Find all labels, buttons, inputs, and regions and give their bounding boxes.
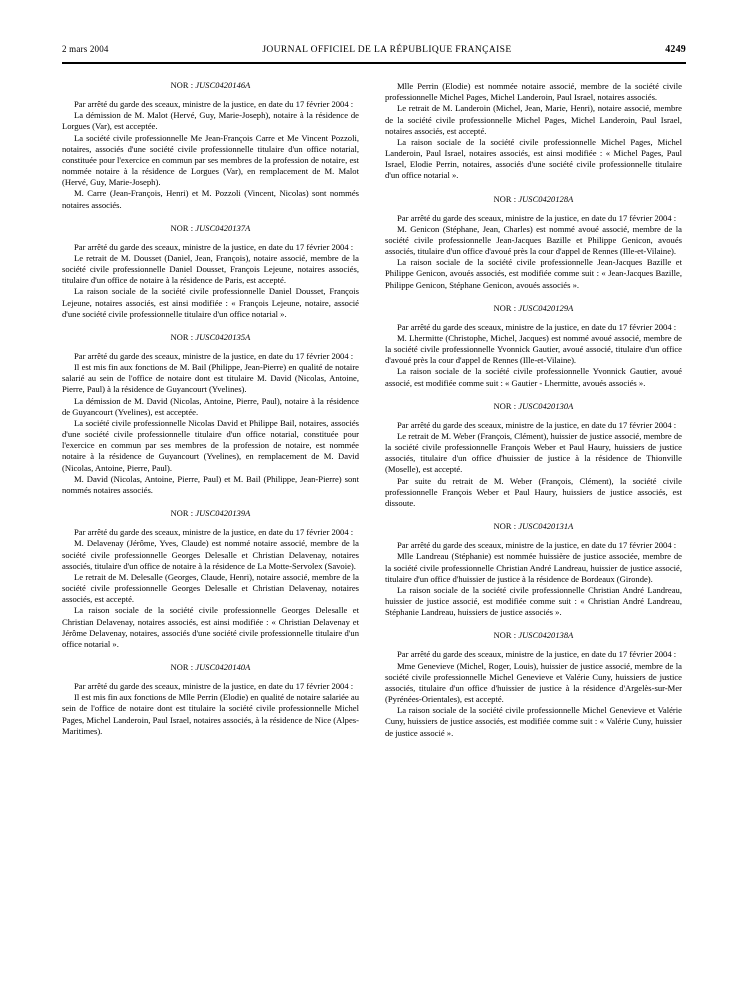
decree-paragraph: Mme Genevieve (Michel, Roger, Louis), huissier de justice associé, membre de la société civile professionnelle Michel Genevieve et Valérie Cuny, huissiers de justice associés, titulaire d'un office d'huissier de justice à la résidence d'Argelès-sur-Mer (Pyrénées-Orientales), est accepté. <box>385 660 682 705</box>
decree-paragraph: Par arrêté du garde des sceaux, ministre de la justice, en date du 17 février 2004 : <box>397 540 677 551</box>
decree-paragraph: Par arrêté du garde des sceaux, ministre de la justice, en date du 17 février 2004 : <box>74 99 354 109</box>
decree-paragraph: M. Delavenay (Jérôme, Yves, Claude) est nommé notaire associé, membre de la société civile professionnelle Georges Delesalle et Christian Delavenay, notaires associés, titulaire d'un office de notaire à la résidence de La Motte-Servolex (Savoie). <box>62 538 359 571</box>
decree-paragraph: La raison sociale de la société civile professionnelle Georges Delesalle et Christian Delavenay, notaires associés, est ainsi modifiée : « Christian Delavenay et Jérôme Delavenay, notaires, associés d'une société civile professionnelle titulaire d'un office notarial ». <box>62 605 359 649</box>
decree-paragraph: La raison sociale de la société civile professionnelle Daniel Dousset, François Lejeune, notaires associés, est ainsi modifiée : « François Lejeune, notaire, associé d'une société civile professionnelle titulaire d'un office notarial ». <box>62 286 359 319</box>
header-divider <box>62 62 686 64</box>
nor-label: NOR : <box>493 522 519 532</box>
decree-block <box>62 81 359 211</box>
decree-paragraph: Le retrait de M. Dousset (Daniel, Jean, François), notaire associé, membre de la société civile professionnelle Daniel Dousset, François Lejeune, notaires associés, titulaire d'un office de notaire à la résidence de Paris, est accepté. <box>62 252 359 286</box>
nor-reference <box>62 509 359 518</box>
decree-paragraph: M. David (Nicolas, Antoine, Pierre, Paul) et M. Bail (Philippe, Jean-Pierre) sont nommés notaires associés. <box>62 473 359 495</box>
nor-code: JUSC0420138A <box>518 631 574 641</box>
nor-code: JUSC0420129A <box>518 303 574 313</box>
decree-paragraph: La raison sociale de la société civile professionnelle Yvonnick Gautier, avoué associé, est modifiée comme suit : « Gautier - Lhermitte, avoués associés ». <box>385 366 682 388</box>
nor-label: NOR : <box>170 663 196 673</box>
nor-label: NOR : <box>493 194 519 204</box>
nor-code: JUSC0420128A <box>518 194 574 204</box>
nor-code: JUSC0420135A <box>195 332 251 342</box>
decree-paragraph: Il est mis fin aux fonctions de Mlle Perrin (Elodie) en qualité de notaire salariée au sein de l'office de notaire dont est titulaire la société civile professionnelle Michel Pages, Michel Landeroin, Paul Israel, notaires associés, à la résidence de Nice (Alpes-Maritimes). <box>62 692 359 736</box>
decree-paragraph: Par arrêté du garde des sceaux, ministre de la justice, en date du 17 février 2004 : <box>397 321 677 332</box>
decree-paragraph: Par arrêté du garde des sceaux, ministre de la justice, en date du 17 février 2004 : <box>74 350 354 361</box>
decree-paragraph: Par suite du retrait de M. Weber (François, Clément), la société civile professionnelle François Weber et Paul Haury, huissiers de justice associés, est dissoute. <box>385 475 682 508</box>
decree-paragraph: M. Lhermitte (Christophe, Michel, Jacques) est nommé avoué associé, membre de la société civile professionnelle Yvonnick Gautier, avoué associé, titulaire d'un office d'avoué près la cour d'appel de Rennes (Ille-et-Vilaine). <box>385 332 682 366</box>
nor-reference <box>385 195 682 204</box>
decree-paragraph: La raison sociale de la société civile professionnelle Michel Pages, Michel Landeroin, Paul Israel, notaires associés, est ainsi modifiée : « Michel Pages, Paul Israel, Elodie Perrin, notaires, associés d'une société civile professionnelle titulaire d'un office notarial ». <box>385 136 682 181</box>
decree-block <box>62 224 359 320</box>
right-column <box>385 81 682 739</box>
nor-label: NOR : <box>493 631 519 641</box>
nor-label: NOR : <box>493 303 519 313</box>
nor-reference <box>62 81 359 90</box>
decree-paragraph: La raison sociale de la société civile professionnelle Jean-Jacques Bazille et Philippe Genicon, avoués associés, est modifiée comme suit : « Jean-Jacques Bazille, Philippe Genicon, Stéphane Genicon, avoués associés ». <box>385 257 682 290</box>
page-header <box>62 44 686 55</box>
decree-block <box>62 663 359 737</box>
decree-paragraph: Le retrait de M. Delesalle (Georges, Claude, Henri), notaire associé, membre de la société civile professionnelle Georges Delesalle et Christian Delavenay, notaires associés, est accepté. <box>62 571 359 605</box>
decree-paragraph: Le retrait de M. Landeroin (Michel, Jean, Marie, Henri), notaire associé, membre de la société civile professionnelle Michel Pages, Michel Landeroin, Paul Israel, notaires associés, est accepté. <box>385 103 682 136</box>
decree-paragraph: M. Carre (Jean-François, Henri) et M. Pozzoli (Vincent, Nicolas) sont nommés notaires associés. <box>62 188 359 210</box>
nor-code: JUSC0420130A <box>518 401 574 411</box>
decree-paragraph: Mlle Perrin (Elodie) est nommée notaire associé, membre de la société civile professionnelle Michel Pages, Michel Landeroin, Paul Israel, notaires associés. <box>385 81 682 103</box>
decree-block <box>62 509 359 650</box>
decree-block <box>62 333 359 496</box>
nor-label: NOR : <box>170 509 196 519</box>
nor-code: JUSC0420146A <box>195 81 251 90</box>
nor-reference <box>62 663 359 672</box>
decree-paragraph: Le retrait de M. Weber (François, Clément), huissier de justice associé, membre de la société civile professionnelle François Weber et Paul Haury, huissiers de justice associés, titulaire d'un office d'huissier de justice à la résidence de Thionville (Moselle), est accepté. <box>385 430 682 475</box>
decree-block <box>385 631 682 738</box>
decree-paragraph: Par arrêté du garde des sceaux, ministre de la justice, en date du 17 février 2004 : <box>74 681 354 692</box>
decree-block <box>385 81 682 182</box>
nor-label: NOR : <box>493 401 519 411</box>
decree-paragraph: M. Genicon (Stéphane, Jean, Charles) est nommé avoué associé, membre de la société civile professionnelle Jean-Jacques Bazille et Philippe Genicon, avoués associés, titulaire d'un office d'avoué près la cour d'appel de Rennes (Ille-et-Vilaine). <box>385 223 682 257</box>
decree-block <box>385 304 682 389</box>
nor-reference <box>385 304 682 313</box>
nor-code: JUSC0420139A <box>195 509 251 519</box>
decree-block <box>385 522 682 618</box>
left-column <box>62 81 359 739</box>
decree-paragraph: Par arrêté du garde des sceaux, ministre de la justice, en date du 17 février 2004 : <box>74 241 354 252</box>
decree-block <box>385 195 682 291</box>
nor-code: JUSC0420137A <box>195 223 251 233</box>
decree-paragraph: Par arrêté du garde des sceaux, ministre de la justice, en date du 17 février 2004 : <box>397 419 677 430</box>
decree-paragraph: Par arrêté du garde des sceaux, ministre de la justice, en date du 17 février 2004 : <box>74 527 354 538</box>
nor-reference <box>385 402 682 411</box>
nor-reference <box>385 522 682 531</box>
header-date: 2 mars 2004 <box>62 44 109 54</box>
decree-paragraph: Mlle Landreau (Stéphanie) est nommée huissière de justice associée, membre de la société civile professionnelle Christian André Landreau, huissier de justice associé, titulaire d'un office d'huissier de justice à la résidence de Bordeaux (Gironde). <box>385 551 682 584</box>
decree-paragraph: Il est mis fin aux fonctions de M. Bail (Philippe, Jean-Pierre) en qualité de notaire salarié au sein de l'office de notaire dont est titulaire M. David (Nicolas, Antoine, Pierre, Paul) à la résidence de Guyancourt (Yvelines). <box>62 362 359 395</box>
decree-paragraph: La démission de M. David (Nicolas, Antoine, Pierre, Paul), notaire à la résidence de Guyancourt (Yvelines), est acceptée. <box>62 395 359 417</box>
decree-paragraph: La raison sociale de la société civile professionnelle Michel Genevieve et Valérie Cuny, huissiers de justice associés, est modifiée comme suit : « Valérie Cuny, huissier de justice associé ». <box>385 705 682 738</box>
nor-reference <box>62 224 359 233</box>
nor-code: JUSC0420140A <box>195 663 251 673</box>
decree-paragraph: Par arrêté du garde des sceaux, ministre de la justice, en date du 17 février 2004 : <box>397 212 677 223</box>
decree-paragraph: La société civile professionnelle Me Jean-François Carre et Me Vincent Pozzoli, notaires, associés d'une société civile professionnelle titulaire d'un office notarial, constituée pour l'exercice en commun par ses membres de la profession de notaire, est nommée notaire à la résidence de Lorgues (Var), en remplacement de M. Malot (Hervé, Guy, Marie-Joseph). <box>62 132 359 188</box>
decree-block <box>385 402 682 509</box>
decree-paragraph: La société civile professionnelle Nicolas David et Philippe Bail, notaires, associés d'une société civile professionnelle titulaire d'un office notarial, constituée pour l'exercice en commun par ses membres de la profession de notaire, est nommée notaire à la résidence de Guyancourt (Yvelines), en remplacement de M. David (Nicolas, Antoine, Pierre, Paul). <box>62 417 359 473</box>
decree-paragraph: Par arrêté du garde des sceaux, ministre de la justice, en date du 17 février 2004 : <box>397 649 677 660</box>
nor-label: NOR : <box>170 332 196 342</box>
decree-paragraph: La démission de M. Malot (Hervé, Guy, Marie-Joseph), notaire à la résidence de Lorgues (Var), est acceptée. <box>62 110 359 132</box>
nor-label: NOR : <box>170 81 196 90</box>
nor-label: NOR : <box>170 223 196 233</box>
nor-reference <box>62 333 359 342</box>
header-title: JOURNAL OFFICIEL DE LA RÉPUBLIQUE FRANÇAISE <box>262 45 512 55</box>
nor-code: JUSC0420131A <box>518 522 574 532</box>
columns-container <box>62 81 686 739</box>
decree-paragraph: La raison sociale de la société civile professionnelle Christian André Landreau, huissier de justice associé, est modifiée comme suit : « Christian André Landreau, Stéphanie Landreau, huissiers de justice associés ». <box>385 584 682 618</box>
nor-reference <box>385 631 682 640</box>
header-page-number: 4249 <box>665 44 686 55</box>
